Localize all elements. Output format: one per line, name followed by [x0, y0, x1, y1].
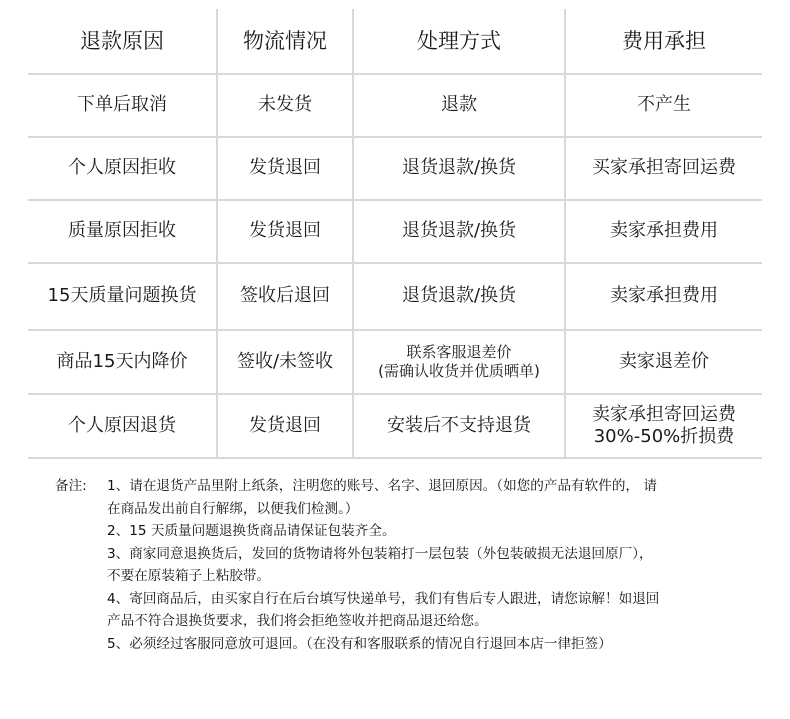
- note-line: 1、请在退货产品里附上纸条，注明您的账号、名字、退回原因。（如您的产品有软件的， 请: [107, 478, 657, 494]
- notes-body: [107, 475, 755, 655]
- note-line: 不要在原装箱子上粘胶带。: [107, 568, 271, 584]
- table-row: [28, 331, 762, 395]
- table-row: [28, 75, 762, 138]
- cell-logistics: 未发货: [218, 75, 354, 136]
- cell-fee: 买家承担寄回运费: [592, 157, 736, 179]
- header-method: 处理方式: [354, 9, 566, 73]
- cell-method-subline: (需确认收货并优质晒单): [378, 362, 540, 380]
- table-row: [28, 395, 762, 459]
- cell-logistics: 发货退回: [218, 138, 354, 199]
- cell-method-line: 联系客服退差价: [406, 342, 512, 361]
- cell-reason: 个人原因拒收: [28, 138, 218, 199]
- cell-fee-line: 卖家承担寄回运费: [592, 403, 736, 425]
- table-row: [28, 138, 762, 201]
- note-line: 2、15 天质量问题退换货商品请保证包装齐全。: [107, 523, 396, 539]
- cell-reason: 下单后取消: [28, 75, 218, 136]
- table-row: [28, 201, 762, 264]
- cell-logistics: 发货退回: [218, 201, 354, 262]
- note-line: 5、必须经过客服同意放可退回。（在没有和客服联系的情况自行退回本店一律拒签）: [107, 635, 612, 652]
- cell-logistics: 签收后退回: [218, 264, 354, 329]
- cell-method: 退款: [354, 75, 566, 136]
- cell-method: 退货退款/换货: [354, 264, 566, 329]
- cell-fee: 卖家承担费用: [610, 220, 718, 242]
- table-header-row: [28, 9, 762, 75]
- cell-logistics: 发货退回: [218, 395, 354, 457]
- note-line: 在商品发出前自行解绑，以便我们检测。）: [107, 500, 359, 517]
- header-fee: 费用承担: [622, 28, 706, 53]
- cell-method: [354, 331, 566, 393]
- return-policy-table: [28, 9, 762, 459]
- header-reason: 退款原因: [28, 9, 218, 73]
- cell-fee: [566, 395, 762, 457]
- note-line: 产品不符合退换货要求，我们将会拒绝签收并把商品退还给您。: [107, 613, 488, 629]
- cell-method: 安装后不支持退货: [354, 395, 566, 457]
- cell-reason: 质量原因拒收: [28, 201, 218, 262]
- note-line: 4、寄回商品后，由买家自行在后台填写快递单号，我们有售后专人跟进，请您谅解！如退回: [107, 590, 660, 607]
- cell-fee: 卖家退差价: [619, 350, 709, 372]
- notes-section: [55, 475, 755, 655]
- cell-fee: 卖家承担费用: [610, 285, 718, 307]
- cell-method: 退货退款/换货: [354, 138, 566, 199]
- table-row: [28, 264, 762, 331]
- cell-logistics: 签收/未签收: [218, 331, 354, 393]
- header-logistics: 物流情况: [218, 9, 354, 73]
- cell-method: 退货退款/换货: [354, 201, 566, 262]
- cell-reason: 15天质量问题换货: [28, 264, 218, 329]
- cell-fee-subline: 30%-50%折损费: [593, 426, 735, 447]
- cell-fee: 不产生: [637, 94, 691, 116]
- cell-reason: 个人原因退货: [28, 395, 218, 457]
- note-line: 3、商家同意退换货后，发回的货物请将外包装箱打一层包装（外包装破损无法退回原厂），: [107, 545, 653, 562]
- cell-reason: 商品15天内降价: [28, 331, 218, 393]
- notes-label: 备注:: [55, 478, 87, 494]
